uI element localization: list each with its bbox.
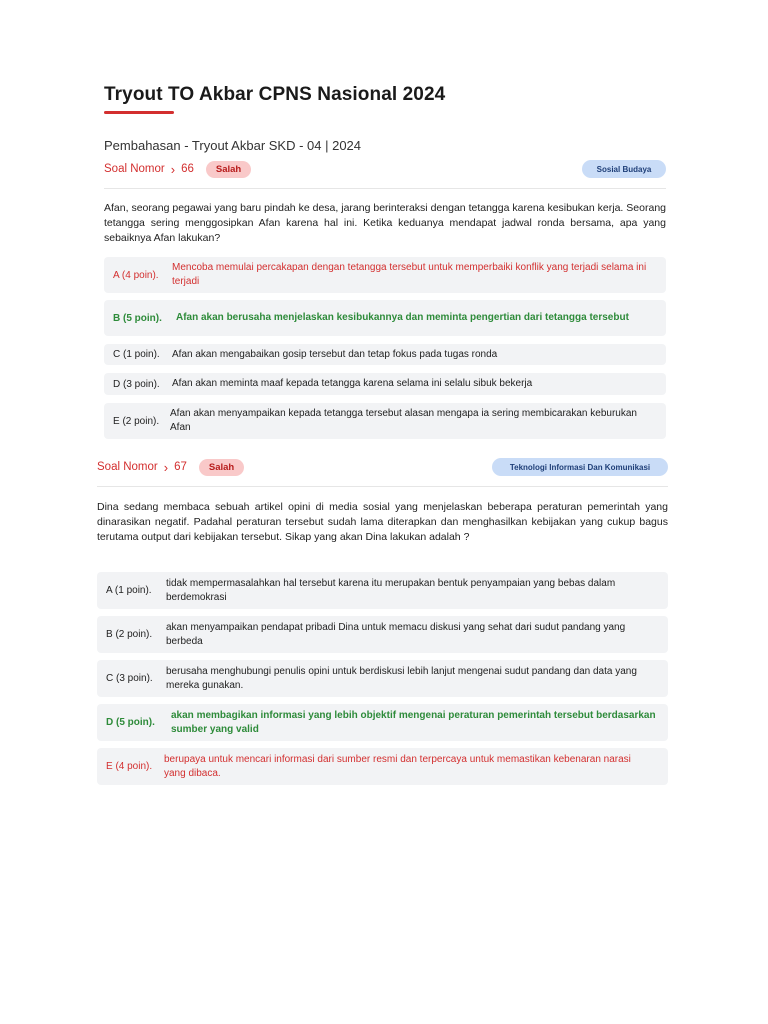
divider	[97, 486, 668, 487]
question-number: 66	[181, 163, 194, 175]
option-e-66[interactable]	[104, 403, 666, 439]
option-label: A (4 poin).	[113, 269, 159, 281]
option-c-66[interactable]	[104, 344, 666, 365]
option-text: akan menyampaikan pendapat pribadi Dina untuk memacu diskusi yang sehat dari sudut pandang yang berbeda	[166, 621, 626, 647]
status-badge: Salah	[206, 161, 251, 178]
option-b-67[interactable]	[97, 616, 668, 653]
option-label: D (3 poin).	[113, 378, 160, 390]
option-label: D (5 poin).	[106, 717, 155, 728]
chevron-right-icon: ›	[163, 459, 169, 475]
category-badge: Sosial Budaya	[582, 160, 666, 178]
question-header-67	[97, 458, 244, 476]
option-text: Afan akan berusaha menjelaskan kesibukannya dan meminta pengertian dari tetangga tersebut	[176, 312, 629, 323]
question-label-text: Soal Nomor	[104, 163, 165, 175]
question-label	[97, 461, 187, 474]
question-label	[104, 163, 194, 176]
option-a-66[interactable]	[104, 257, 666, 293]
question-text-67: Dina sedang membaca sebuah artikel opini di media sosial yang menjelaskan beberapa peraturan pemerintah yang dinarasikan negatif. Padahal peraturan tersebut sudah lama diterapkan dan menghasilkan kebijakan yang cukup bagus terutama output dari kebijakan tersebut. Sikap yang akan Dina lakukan adalah ?	[97, 501, 668, 543]
option-text: berupaya untuk mencari informasi dari sumber resmi dan terpercaya untuk memastikan kebenaran narasi yang dibaca.	[164, 753, 631, 779]
title-underline	[104, 111, 174, 114]
option-text: Afan akan mengabaikan gosip tersebut dan tetap fokus pada tugas ronda	[172, 348, 498, 360]
option-e-67[interactable]	[97, 748, 668, 785]
question-number: 67	[174, 461, 187, 473]
question-label-text: Soal Nomor	[97, 461, 158, 473]
option-label: B (5 poin).	[113, 312, 162, 324]
option-a-67[interactable]	[97, 572, 668, 609]
option-text: akan membagikan informasi yang lebih objektif mengenai peraturan pemerintah tersebut berdasarkan sumber yang valid	[171, 709, 656, 735]
divider	[104, 188, 666, 189]
option-label: E (2 poin).	[113, 415, 160, 427]
document-title: Tryout TO Akbar CPNS Nasional 2024	[104, 84, 446, 105]
question-header-66	[104, 160, 251, 178]
option-b-66[interactable]	[104, 300, 666, 336]
option-d-67[interactable]	[97, 704, 668, 741]
chevron-right-icon: ›	[170, 161, 176, 177]
option-label: B (2 poin).	[106, 629, 153, 640]
option-label: E (4 poin).	[106, 761, 153, 772]
option-text: tidak mempermasalahkan hal tersebut karena itu merupakan bentuk penyampaian yang bebas dalam berdemokrasi	[166, 577, 616, 603]
option-text: Afan akan meminta maaf kepada tetangga karena selama ini selalu sibuk bekerja	[172, 378, 533, 389]
category-badge: Teknologi Informasi Dan Komunikasi	[492, 458, 668, 476]
option-label: C (3 poin).	[106, 673, 153, 684]
option-text: berusaha menghubungi penulis opini untuk berdiskusi lebih lanjut mengenai sudut pandang dan data yang mereka gunakan.	[166, 665, 637, 691]
status-badge: Salah	[199, 459, 244, 476]
option-label: C (1 poin).	[113, 349, 160, 360]
option-label: A (1 poin).	[106, 585, 152, 596]
option-d-66[interactable]	[104, 373, 666, 395]
document-subtitle: Pembahasan - Tryout Akbar SKD - 04 | 2024	[104, 138, 362, 153]
question-text-66: Afan, seorang pegawai yang baru pindah ke desa, jarang berinteraksi dengan tetangga karena kesibukan kerja. Seorang tetangga sering menggosipkan Afan karena hal ini. Ketika keduanya mendapat jadwal ronda bersama, apa yang sebaiknya Afan lakukan?	[104, 202, 666, 244]
option-text: Afan akan menyampaikan kepada tetangga tersebut alasan mengapa ia sering membicarakan keburukan Afan	[170, 408, 637, 433]
option-c-67[interactable]	[97, 660, 668, 697]
option-text: Mencoba memulai percakapan dengan tetangga tersebut untuk memperbaiki konflik yang terjadi selama ini terjadi	[172, 262, 647, 287]
